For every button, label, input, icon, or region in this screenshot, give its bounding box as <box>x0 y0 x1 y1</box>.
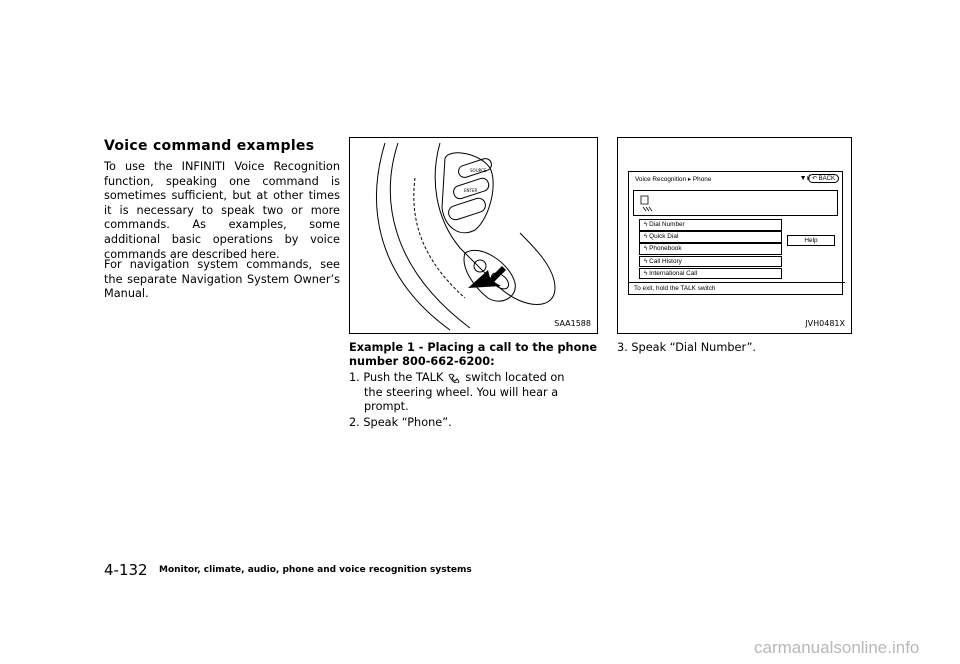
step-1-suffix: switch located on <box>465 371 565 384</box>
chapter-title: Monitor, climate, audio, phone and voice recognition systems <box>159 565 472 575</box>
section-heading: Voice command examples <box>104 138 315 154</box>
command-label: Quick Dial <box>649 233 679 241</box>
navigation-note-paragraph: For navigation system commands, see the separate Navigation System Owner’s Manual. <box>104 258 340 301</box>
step-2: 2. Speak “Phone”. <box>349 416 452 429</box>
step-1 <box>349 371 599 415</box>
back-label: BACK <box>818 176 835 182</box>
steering-wheel-figure <box>349 137 598 334</box>
command-label: Call History <box>649 257 682 265</box>
screen-title: Voice Recognition ▸ Phone <box>635 176 712 183</box>
steering-wheel-illustration <box>350 138 597 333</box>
example-title: Example 1 - Placing a call to the phone number 800-662-6200: <box>349 341 598 368</box>
voice-prompt-icon <box>639 193 655 213</box>
command-quick-dial[interactable]: ϟ Quick Dial <box>639 231 782 243</box>
command-call-history[interactable]: ϟ Call History <box>639 256 782 268</box>
command-dial-number[interactable]: ϟ Dial Number <box>639 219 782 231</box>
command-label: Dial Number <box>649 221 685 228</box>
page-number: 4-132 <box>104 561 148 579</box>
svg-text:SOURCE: SOURCE <box>470 168 487 173</box>
back-button[interactable]: ↶ BACK <box>808 174 839 183</box>
help-button[interactable]: Help <box>787 235 835 246</box>
screen-footer: To exit, hold the TALK switch <box>629 282 845 294</box>
speech-display-box <box>633 190 838 216</box>
voice-recognition-figure <box>617 137 852 334</box>
command-international-call[interactable]: ϟ International Call <box>639 268 782 280</box>
watermark: carmanualsonline.info <box>754 638 920 657</box>
command-label: International Call <box>649 269 698 277</box>
step-1-continuation: the steering wheel. You will hear a prompt. <box>364 385 559 414</box>
step-3: 3. Speak “Dial Number”. <box>617 341 757 354</box>
voice-recognition-screen <box>628 171 843 295</box>
command-label: Phonebook <box>649 245 682 253</box>
figure-label: SAA1588 <box>554 319 591 328</box>
intro-paragraph: To use the INFINITI Voice Recognition function, speaking one command is sometimes sufficient, but at other times it is necessary to speak two or more commands. As examples, some additional basic operations by voice commands are described here. <box>104 160 340 261</box>
command-phonebook[interactable]: ϟ Phonebook <box>639 243 782 255</box>
command-list <box>639 219 782 280</box>
signal-strength-icon: ▼ıl <box>799 175 810 182</box>
step-1-prefix: 1. Push the TALK <box>349 371 444 384</box>
talk-switch-icon <box>447 373 461 383</box>
figure-label: JVH0481X <box>805 319 845 328</box>
svg-text:ENTER: ENTER <box>464 188 478 193</box>
